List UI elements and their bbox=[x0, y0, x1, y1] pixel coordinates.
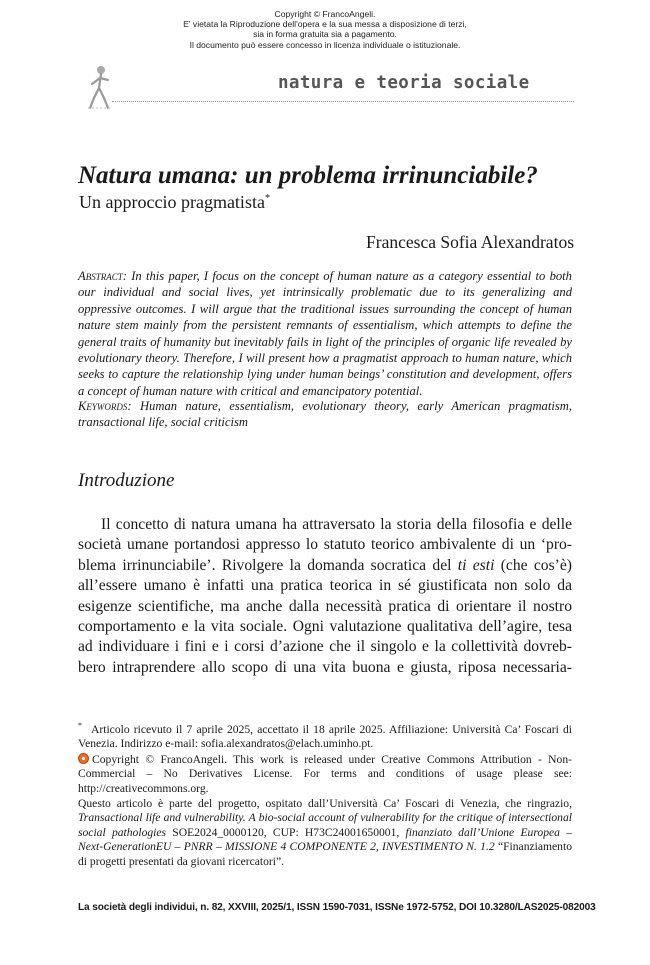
body-line bbox=[78, 556, 572, 576]
footnote bbox=[78, 719, 572, 752]
body-italic-term: ti esti bbox=[457, 556, 495, 574]
body-line: comportamento e la vita sociale. Ogni valutazione qualitativa dell’agire, tesa bbox=[78, 618, 572, 636]
article-title: Natura umana: un problema irrinunciabile? bbox=[78, 162, 538, 189]
keywords-label: Keywords: bbox=[78, 399, 132, 413]
abstract bbox=[78, 268, 572, 399]
license-text: Copyright © FrancoAngeli. This work is released under Creative Commons Attribution - Non-Commercial – No Derivatives License. For terms and conditions of usage please see: http://creativecommons.org. bbox=[78, 753, 572, 795]
license-note bbox=[78, 753, 572, 796]
body-line-tail: (che cos’è) bbox=[494, 556, 572, 574]
body-line: all’essere umano è infatti una pratica teorica in sé giustificata non solo da bbox=[78, 577, 572, 595]
body-line: bero intraprendere allo scopo di una vita buona e giusta, riposa necessaria- bbox=[78, 658, 572, 676]
copyright-line: sia in forma gratuita sia a pagamento. bbox=[253, 29, 397, 40]
project-note bbox=[78, 797, 572, 869]
abstract-label: Abstract: bbox=[78, 269, 127, 283]
subtitle-text: Un approccio pragmatista bbox=[79, 192, 265, 212]
copyright-line: E' vietata la Riproduzione dell'opera e la sua messa a disposizione di terzi, bbox=[183, 19, 467, 30]
author-name: Francesca Sofia Alexandratos bbox=[366, 232, 574, 252]
footer-citation: La società degli individui, n. 82, XXVIII, 2025/1, ISSN 1590-7031, ISSNe 1972-5752, DOI 10.3280/LAS2025-082003 bbox=[78, 902, 596, 913]
copyright-line: Il documento può essere concesso in licenza individuale o istituzionale. bbox=[189, 39, 461, 50]
abstract-text: In this paper, I focus on the concept of human nature as a category essential to both our individual and social lives, yet intrinsically problematic due to its generalizing and oppressive outcomes. I will argue that the traditional issues surrounding the concept of human nature stem mainly from the persistent remnants of essentialism, which attempts to define the general traits of humanity but inevitably fails in light of the principles of organic life revealed by evolutionary theory. Therefore, I will present how a pragmatist approach to human nature, which seeks to capture the relationship lying under human beings’ constitution and development, offers a concept of human nature with critical and emancipatory potential. bbox=[78, 269, 572, 398]
footnote-marker[interactable]: * bbox=[264, 193, 270, 204]
body-line-text: blema irrinunciabile’. Rivolgere la domanda socratica del bbox=[78, 556, 458, 574]
body-line: Il concetto di natura umana ha attraversato la storia della filosofia e delle bbox=[101, 516, 572, 533]
creative-commons-icon bbox=[78, 753, 89, 764]
journal-logo-figure-icon bbox=[86, 64, 116, 110]
project-funding: finanziato dall’Unione Europea – Next-GenerationEU – PNRR – MISSIONE 4 COMPONENTE 2, INVESTIMENTO N. 1.2 bbox=[78, 825, 572, 854]
footnote-mark: * bbox=[78, 721, 82, 730]
keywords-text: Human nature, essentialism, evolutionary theory, early American pragmatism, transactional life, social criticism bbox=[78, 399, 572, 430]
copyright-line: Copyright © FrancoAngeli. bbox=[274, 9, 376, 19]
project-code: SOE2024_0000120, CUP: H73C24001650001, bbox=[166, 825, 406, 839]
article-subtitle bbox=[79, 189, 270, 212]
project-program: “Finanziamento di progetti presentati da giovani ricercatori”. bbox=[78, 840, 572, 868]
body-paragraph bbox=[78, 515, 572, 678]
section-heading: Introduzione bbox=[78, 470, 175, 491]
body-line: società umane portandosi appresso lo statuto teorico ambivalente di un ‘pro- bbox=[78, 536, 572, 554]
body-line: esigenze scientifiche, ma anche dalla necessità pratica di orientare il nostro bbox=[78, 597, 572, 615]
project-title: Transactional life and vulnerability. A bio-social account of vulnerability for the critique of intersectional social pathologies bbox=[78, 811, 572, 839]
header-divider bbox=[112, 101, 574, 102]
footnote-text: Articolo ricevuto il 7 aprile 2025, accettato il 18 aprile 2025. Affiliazione: Università Ca’ Foscari di Venezia. Indirizzo e-mail: sofia.alexandratos@elach.uminho.pt. bbox=[78, 722, 572, 751]
section-title: natura e teoria sociale bbox=[278, 73, 530, 93]
copyright-notice bbox=[0, 9, 650, 50]
project-text: Questo articolo è parte del progetto, ospitato dall’Università Ca’ Foscari di Venezia, che ringrazio, bbox=[78, 797, 572, 810]
body-line: ad individuare i fini e i corsi d’azione che il singolo e la collettività dovreb- bbox=[78, 638, 572, 656]
keywords bbox=[78, 398, 572, 431]
